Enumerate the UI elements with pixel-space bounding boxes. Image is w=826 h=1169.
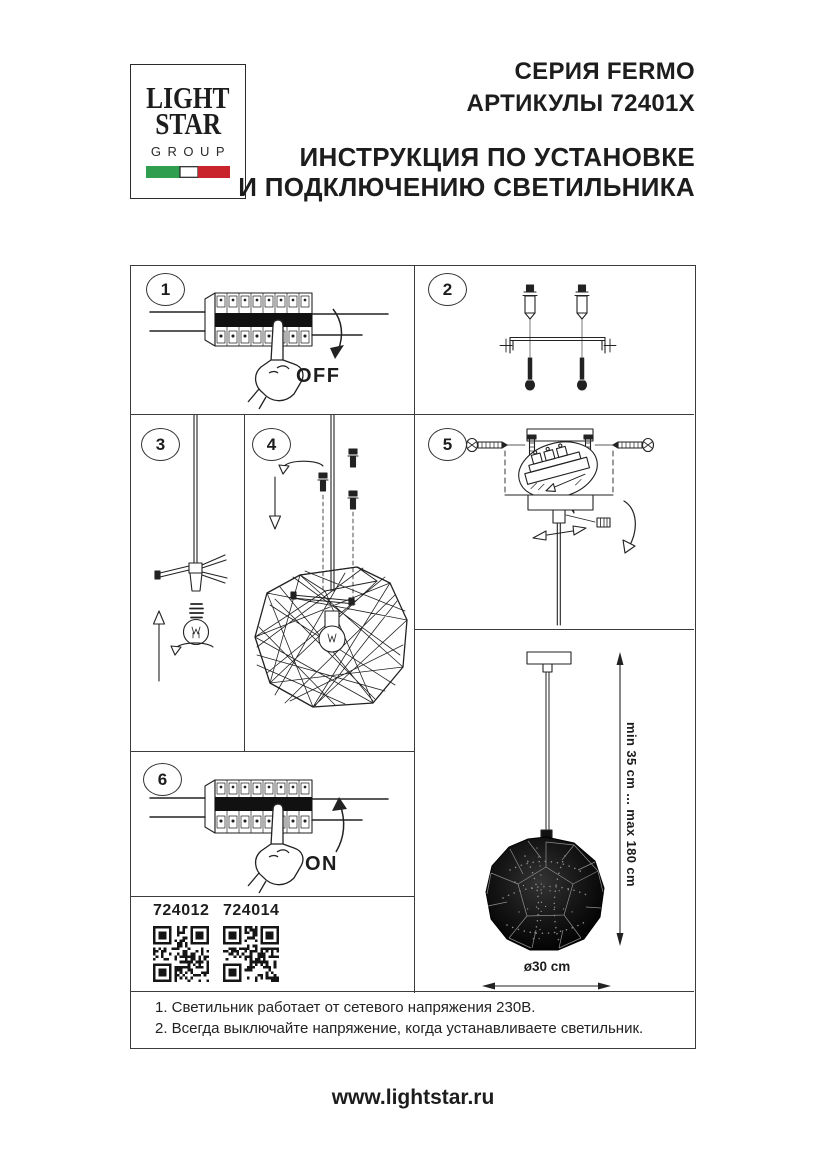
qr-code	[153, 926, 209, 982]
up-arrow-icon	[154, 611, 165, 681]
pendant-dimensions-diagram	[415, 630, 695, 993]
ceiling-plate	[527, 652, 571, 664]
page-title	[238, 142, 695, 202]
faceted-sphere-shade	[486, 837, 604, 950]
note-line: 1. Светильник работает от сетевого напряжения 230В.	[155, 999, 536, 1016]
screw-icon	[526, 358, 535, 390]
step-2-panel	[415, 265, 695, 415]
step-number-badge: 6	[143, 763, 182, 796]
step-4-panel	[245, 415, 415, 752]
height-dimension-arrow	[617, 652, 624, 946]
screw-icon	[578, 358, 587, 390]
socket-bulb-diagram	[130, 415, 245, 752]
rotate-arrow-icon	[623, 501, 635, 553]
slide-arrow-icon	[533, 526, 586, 540]
product-codes-panel	[130, 897, 415, 991]
series-title: СЕРИЯ FERMO	[514, 58, 695, 85]
wall-anchor-icon	[523, 285, 537, 357]
step-number-badge: 4	[252, 428, 291, 461]
up-arrow-icon	[332, 797, 347, 852]
off-label: OFF	[296, 365, 341, 387]
screw-icon	[467, 439, 508, 452]
pendant-dimensions-panel	[415, 630, 695, 993]
step-number-badge: 1	[146, 273, 185, 306]
website-url: www.lightstar.ru	[331, 1086, 495, 1109]
screw-icon	[318, 473, 328, 593]
logo-word-light: LIGHT	[146, 80, 230, 115]
step-5-panel	[415, 415, 695, 630]
on-label: ON	[305, 853, 338, 875]
height-range-label: min 35 cm ... max 180 cm	[624, 722, 639, 887]
diameter-label: ø30 cm	[523, 959, 571, 974]
step-3-panel	[130, 415, 245, 752]
down-arrow-icon	[270, 477, 281, 529]
down-arrow-icon	[330, 309, 344, 359]
step-1-panel	[130, 265, 415, 415]
step-6-panel	[130, 752, 415, 896]
screw-icon	[613, 439, 654, 452]
italian-flag-icon	[146, 166, 230, 178]
pointing-hand-icon	[248, 804, 303, 893]
rotate-arrow-icon	[279, 461, 323, 474]
articles-title: АРТИКУЛЫ 72401X	[466, 90, 695, 117]
qr-code	[223, 926, 279, 982]
lightstar-logo	[130, 64, 246, 199]
wall-anchor-icon	[575, 285, 589, 357]
rotate-arrow-icon	[171, 643, 213, 655]
diameter-dimension-arrow	[482, 983, 611, 990]
product-code: 724012	[153, 902, 210, 919]
grub-screw-icon	[566, 515, 610, 527]
step-number-badge: 3	[141, 428, 180, 461]
step-number-badge: 2	[428, 273, 467, 306]
step-number-badge: 5	[428, 428, 467, 461]
pointing-hand-icon	[248, 320, 303, 409]
page-title-line1: ИНСТРУКЦИЯ ПО УСТАНОВКЕ	[299, 142, 695, 172]
safety-notes	[155, 997, 643, 1039]
product-code: 724014	[223, 902, 280, 919]
note-line: 2. Всегда выключайте напряжение, когда устанавливаете светильник.	[155, 1020, 644, 1037]
lampshade-assembly-diagram	[245, 415, 415, 752]
logo-word-group: GROUP	[150, 144, 232, 159]
logo-word-star: STAR	[155, 106, 221, 141]
page-title-line2: И ПОДКЛЮЧЕНИЮ СВЕТИЛЬНИКА	[238, 172, 695, 202]
